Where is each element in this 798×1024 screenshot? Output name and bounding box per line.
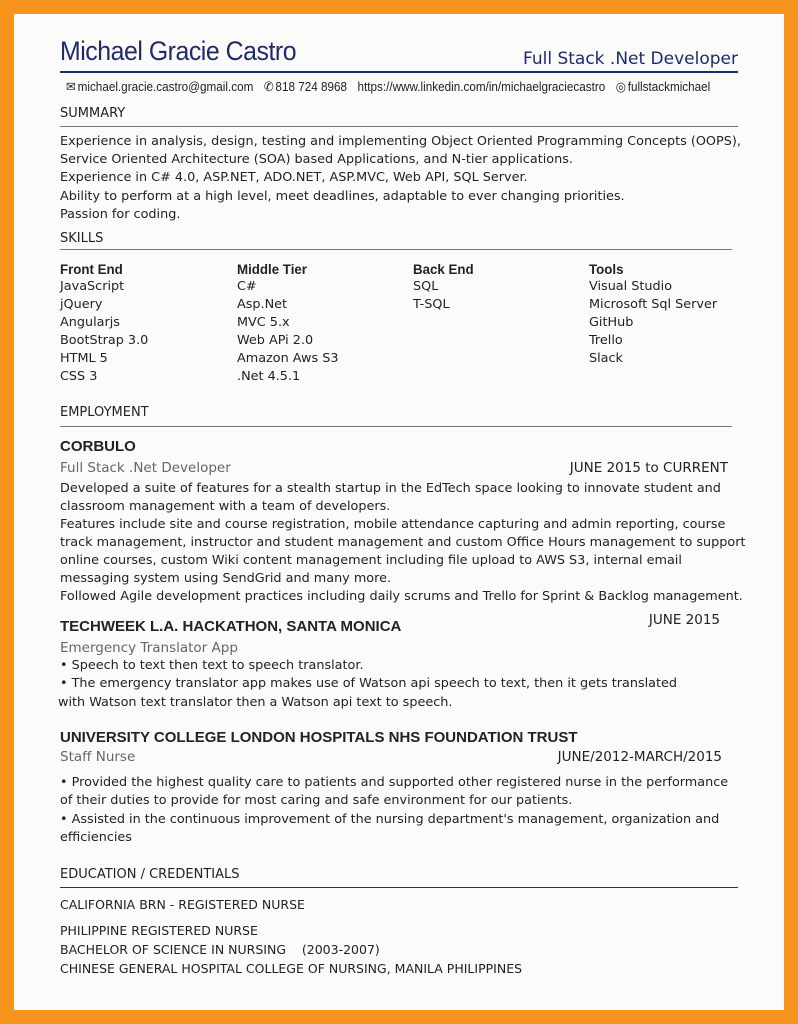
job-description: • Speech to text then text to speech translator. (60, 658, 364, 673)
education-heading: EDUCATION / CREDENTIALS (60, 867, 240, 882)
summary-line: Experience in C# 4.0, ASP.NET, ADO.NET, ASP.MVC, Web API, SQL Server. (60, 170, 528, 185)
job-description: • Provided the highest quality care to patients and supported other registered nurse in the performance (60, 775, 729, 790)
job-description: • Assisted in the continuous improvement of the nursing department's management, organization and (60, 812, 720, 827)
summary-heading: SUMMARY (60, 106, 126, 121)
company-name: CORBULO (60, 438, 136, 455)
job-role: Emergency Translator App (60, 640, 238, 656)
skill-item: jQuery (60, 297, 103, 312)
skills-column-tools (589, 260, 717, 368)
summary-line: Ability to perform at a high level, meet deadlines, adaptable to ever changing priorities. (60, 189, 625, 204)
job-description: efficiencies (60, 830, 132, 845)
job-date: JUNE 2015 to CURRENT (569, 460, 728, 476)
skill-item: Microsoft Sql Server (589, 297, 718, 312)
education-line: CHINESE GENERAL HOSPITAL COLLEGE OF NURSING, MANILA PHILIPPINES (60, 961, 523, 976)
employment-divider (60, 426, 732, 427)
skill-item: GitHub (589, 315, 634, 330)
skill-item: Visual Studio (589, 279, 673, 294)
job-role: Staff Nurse (60, 749, 136, 765)
skills-divider (60, 249, 732, 250)
job-description: • The emergency translator app makes use of Watson api speech to text, then it gets translated (60, 676, 678, 691)
envelope-icon: ✉ (66, 79, 76, 94)
education-line: PHILIPPINE REGISTERED NURSE (60, 923, 258, 938)
job-title: Full Stack .Net Developer (522, 49, 738, 69)
job-description: with Watson text translator then a Watson api text to speech. (58, 695, 453, 710)
skill-item: JavaScript (60, 279, 125, 294)
github-link[interactable]: fullstackmichael (627, 79, 711, 94)
skill-item: BootStrap 3.0 (60, 333, 149, 348)
skill-item: Web APi 2.0 (237, 333, 314, 348)
education-line: CALIFORNIA BRN - REGISTERED NURSE (60, 897, 305, 912)
column-title: Front End (60, 261, 123, 277)
skill-item: C# (237, 279, 257, 294)
education-divider (60, 887, 738, 888)
skills-column-front-end (60, 260, 148, 386)
phone-icon: ✆ (263, 79, 274, 94)
skill-item: Amazon Aws S3 (237, 351, 339, 366)
skill-item: HTML 5 (60, 351, 108, 366)
summary-line: Service Oriented Architecture (SOA) based Applications, and N-tier applications. (60, 152, 573, 167)
job-description: Followed Agile development practices including daily scrums and Trello for Sprint & Backlog management. (60, 589, 743, 604)
job-role: Full Stack .Net Developer (60, 460, 231, 476)
skill-item: .Net 4.5.1 (237, 369, 301, 384)
summary-line: Passion for coding. (60, 207, 181, 222)
skill-item: MVC 5.x (237, 315, 290, 330)
education-line: BACHELOR OF SCIENCE IN NURSING (2003-2007) (60, 942, 380, 957)
candidate-name: Michael Gracie Castro (60, 36, 297, 66)
job-description: classroom management with a team of developers. (60, 499, 391, 514)
skill-item: Angularjs (60, 315, 120, 330)
job-description: track management, instructor and student management and custom Office Hours management to support (60, 535, 746, 550)
job-date: JUNE 2015 (648, 612, 720, 628)
skill-item: Asp.Net (237, 297, 288, 312)
employment-heading: EMPLOYMENT (60, 405, 149, 420)
company-name: TECHWEEK L.A. HACKATHON, SANTA MONICA (60, 618, 402, 635)
column-title: Tools (589, 261, 624, 277)
skills-heading: SKILLS (60, 231, 104, 246)
header-divider (60, 71, 738, 73)
skills-column-back-end (413, 260, 477, 314)
summary-line: Experience in analysis, design, testing and implementing Object Oriented Programming Concepts (OOPS), (60, 134, 741, 149)
contact-line (66, 78, 717, 96)
skill-item: SQL (413, 279, 439, 294)
job-description: online courses, custom Wiki content management including file upload to AWS S3, internal email (60, 553, 682, 568)
job-description: of their duties to provide for most caring and safe environment for our patients. (60, 793, 573, 808)
skill-item: T-SQL (413, 297, 450, 312)
skill-item: CSS 3 (60, 369, 98, 384)
column-title: Middle Tier (237, 261, 307, 277)
job-description: messaging system using SendGrid and many more. (60, 571, 392, 586)
job-date: JUNE/2012-MARCH/2015 (557, 749, 722, 765)
github-icon: ◎ (615, 79, 626, 94)
job-description: Developed a suite of features for a stealth startup in the EdTech space looking to innovate student and (60, 481, 721, 496)
phone-number: 818 724 8968 (275, 79, 348, 94)
linkedin-link[interactable]: https://www.linkedin.com/in/michaelgraciecastro (357, 79, 606, 94)
resume-page (14, 14, 784, 1010)
job-description: Features include site and course registration, mobile attendance capturing and admin reporting, course (60, 517, 726, 532)
column-title: Back End (413, 261, 474, 277)
skill-item: Slack (589, 351, 623, 366)
skills-column-middle-tier (237, 260, 339, 386)
email-link[interactable]: michael.gracie.castro@gmail.com (77, 79, 254, 94)
skill-item: Trello (589, 333, 623, 348)
company-name: UNIVERSITY COLLEGE LONDON HOSPITALS NHS FOUNDATION TRUST (60, 729, 578, 746)
summary-divider (60, 126, 738, 127)
